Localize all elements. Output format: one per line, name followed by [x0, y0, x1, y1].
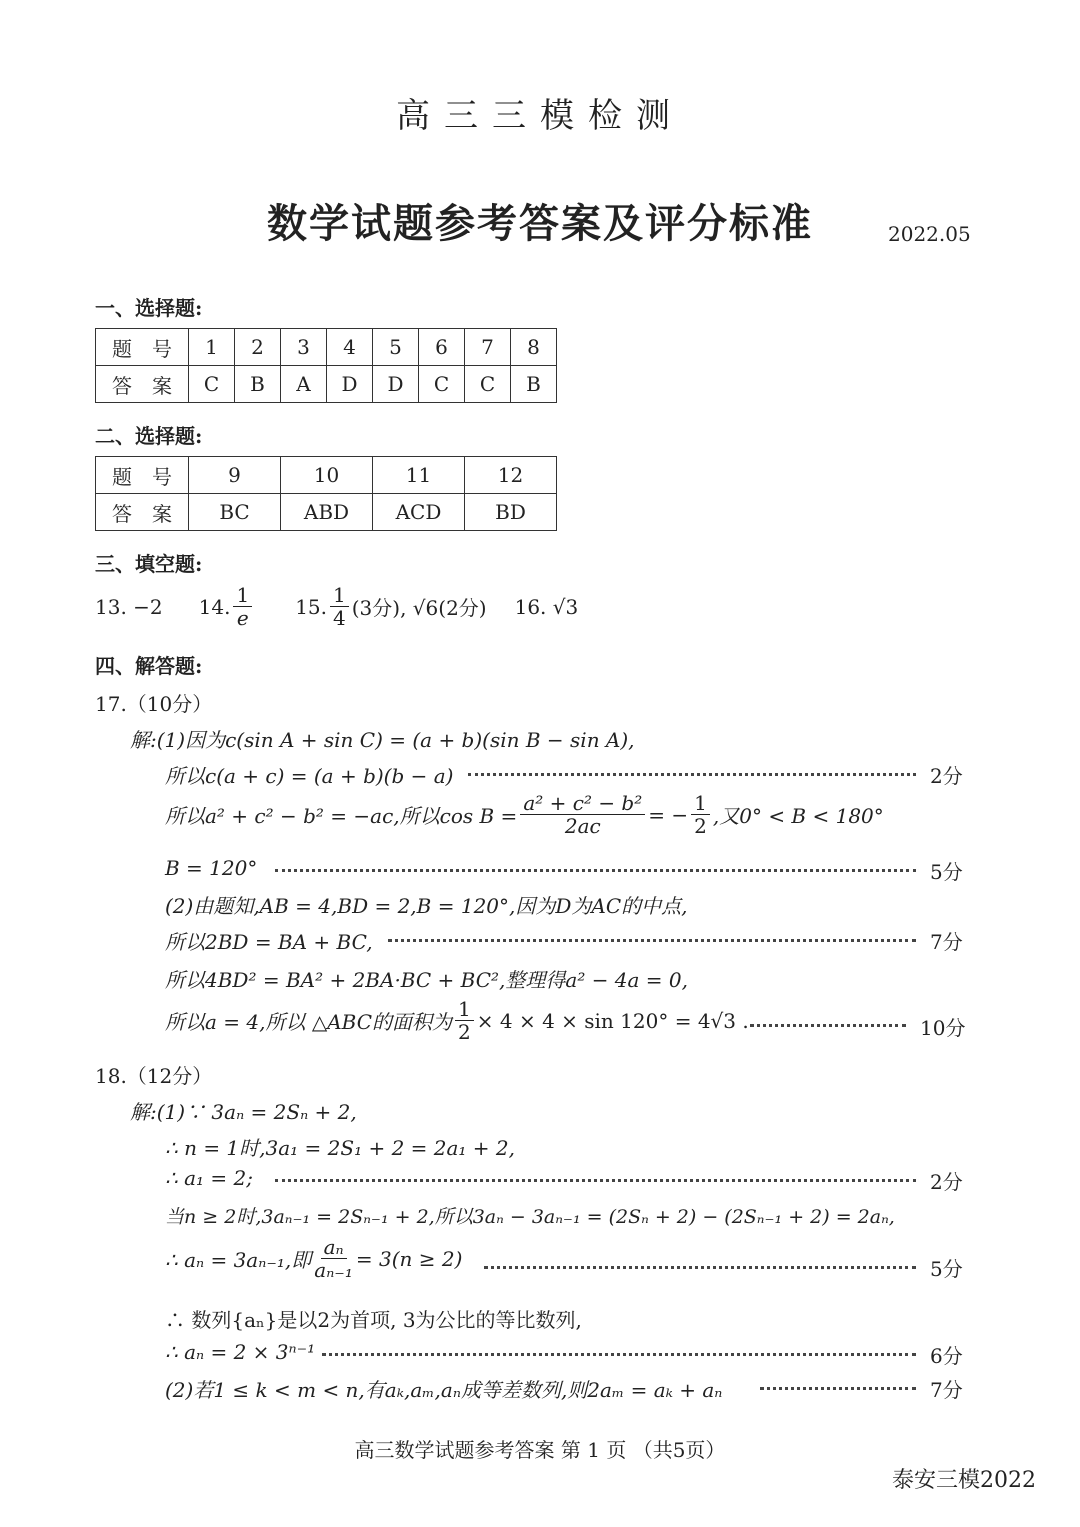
- table-cell: D: [373, 366, 419, 403]
- answer-13: 13. −2: [95, 594, 163, 619]
- q17-area-line: [165, 998, 749, 1043]
- answer-14-fraction: [233, 584, 252, 629]
- table-cell: 12: [465, 457, 557, 494]
- score: 6分: [930, 1344, 963, 1368]
- q17-text: ,又0° < B < 180°: [712, 804, 884, 828]
- table-cell: 6: [419, 329, 465, 366]
- table-cell: 7: [465, 329, 511, 366]
- fraction-numerator: aₙ: [321, 1236, 347, 1259]
- score: 2分: [930, 764, 963, 788]
- fraction-numerator: a² + c² − b²: [520, 792, 645, 815]
- section-1-heading: 一、选择题:: [95, 296, 203, 320]
- section-2-heading: 二、选择题:: [95, 424, 203, 448]
- q17-line: 所以c(a + c) = (a + b)(b − a): [165, 764, 454, 788]
- table-row: [96, 494, 557, 531]
- answer-16: 16. √3: [514, 594, 579, 619]
- document-title: 数学试题参考答案及评分标准: [267, 200, 813, 247]
- watermark: 泰安三模2022: [892, 1468, 1036, 1493]
- table-cell: 8: [511, 329, 557, 366]
- table-cell: C: [189, 366, 235, 403]
- table-cell: 5: [373, 329, 419, 366]
- q18-line: ∴ n = 1时,3a₁ = 2S₁ + 2 = 2a₁ + 2,: [165, 1136, 515, 1160]
- score: 2分: [930, 1170, 963, 1194]
- score: 5分: [930, 1257, 963, 1281]
- table-cell: ABD: [281, 494, 373, 531]
- q18-line: ∴ a₁ = 2;: [165, 1166, 253, 1190]
- fraction: [520, 792, 645, 837]
- score: 10分: [920, 1016, 966, 1040]
- q18-line: ∴ aₙ = 2 × 3ⁿ⁻¹: [165, 1340, 316, 1364]
- score: 7分: [930, 1378, 963, 1402]
- dot-leader: [484, 1266, 916, 1269]
- fraction-numerator: 1: [691, 792, 710, 815]
- table-cell: 4: [327, 329, 373, 366]
- answer-14-label: 14.: [198, 594, 231, 619]
- q17-line: 所以4BD² = BA² + 2BA·BC + BC²,整理得a² − 4a = 0,: [165, 968, 689, 992]
- q18-text: = 3(n ≥ 2): [355, 1246, 463, 1271]
- q18-line: 当n ≥ 2时,3aₙ₋₁ = 2Sₙ₋₁ + 2,所以3aₙ − 3aₙ₋₁ = (2Sₙ + 2) − (2Sₙ₋₁ + 2) = 2aₙ,: [165, 1206, 895, 1228]
- fill-in-answers: [95, 584, 578, 629]
- q17-text: = −: [648, 802, 689, 827]
- table-cell: 10: [281, 457, 373, 494]
- answer-15-label: 15.: [295, 594, 328, 619]
- table-cell: BD: [465, 494, 557, 531]
- q18-line: 解:(1)∵ 3aₙ = 2Sₙ + 2,: [130, 1100, 357, 1124]
- fraction-denominator: aₙ₋₁: [314, 1258, 353, 1282]
- table-cell: 答 案: [96, 494, 189, 531]
- q18-line: ∴ 数列{aₙ}是以2为首项, 3为公比的等比数列,: [165, 1308, 582, 1332]
- answer-15-rest: (3分), √6(2分): [351, 596, 487, 620]
- q17-line: 解:(1)因为c(sin A + sin C) = (a + b)(sin B − sin A),: [130, 728, 635, 752]
- fraction-denominator: 2: [458, 1020, 471, 1044]
- table-cell: 9: [189, 457, 281, 494]
- dot-leader: [760, 1387, 916, 1390]
- section-3-heading: 三、填空题:: [95, 552, 203, 576]
- table-cell: 11: [373, 457, 465, 494]
- q17-line: 所以2BD = BA + BC,: [165, 930, 373, 954]
- q18-line: (2)若1 ≤ k < m < n,有aₖ,aₘ,aₙ成等差数列,则2aₘ = aₖ + aₙ: [165, 1378, 723, 1402]
- q18-text: ∴ aₙ = 3aₙ₋₁,即: [165, 1248, 312, 1272]
- header-title: 高三三模检测: [396, 96, 684, 136]
- q17-text: × 4 × 4 × sin 120° = 4√3 .: [476, 1008, 749, 1033]
- q17-cosine-line: [165, 792, 884, 837]
- fraction-denominator: 4: [333, 606, 346, 630]
- fraction-denominator: 2ac: [564, 814, 601, 838]
- page-footer: 高三数学试题参考答案 第 1 页 （共5页）: [354, 1438, 726, 1462]
- table-cell: 3: [281, 329, 327, 366]
- score: 5分: [930, 860, 963, 884]
- dot-leader: [468, 773, 916, 776]
- table-cell: 2: [235, 329, 281, 366]
- answer-table-2: [95, 456, 557, 531]
- table-row: [96, 457, 557, 494]
- q18-ratio-line: [165, 1236, 462, 1281]
- table-cell: BC: [189, 494, 281, 531]
- table-cell: ACD: [373, 494, 465, 531]
- table-cell: C: [419, 366, 465, 403]
- answer-table-1: [95, 328, 557, 403]
- score: 7分: [930, 930, 963, 954]
- q17-line: B = 120°: [165, 856, 258, 880]
- section-4-heading: 四、解答题:: [95, 654, 203, 678]
- q17-text: 所以a = 4,所以 △ABC的面积为: [165, 1010, 453, 1034]
- q17-text: 所以a² + c² − b² = −ac,所以cos B =: [165, 804, 518, 828]
- table-cell: C: [465, 366, 511, 403]
- dot-leader: [750, 1024, 906, 1027]
- table-cell: D: [327, 366, 373, 403]
- date: 2022.05: [888, 222, 971, 246]
- fraction: [314, 1236, 353, 1281]
- q17-header: 17.（10分）: [95, 692, 213, 716]
- fraction-denominator: e: [236, 606, 249, 630]
- dot-leader: [388, 939, 916, 942]
- table-cell: 1: [189, 329, 235, 366]
- table-row: [96, 329, 557, 366]
- table-cell: B: [235, 366, 281, 403]
- fraction: [691, 792, 710, 837]
- q18-header: 18.（12分）: [95, 1064, 213, 1088]
- table-cell: 题 号: [96, 329, 189, 366]
- dot-leader: [322, 1353, 916, 1356]
- fraction-numerator: 1: [233, 584, 252, 607]
- table-cell: 题 号: [96, 457, 189, 494]
- table-cell: A: [281, 366, 327, 403]
- dot-leader: [275, 1179, 916, 1182]
- fraction: [455, 998, 474, 1043]
- dot-leader: [275, 869, 916, 872]
- table-row: [96, 366, 557, 403]
- q17-line: (2)由题知,AB = 4,BD = 2,B = 120°,因为D为AC的中点,: [165, 894, 688, 918]
- table-cell: B: [511, 366, 557, 403]
- table-cell: 答 案: [96, 366, 189, 403]
- fraction-numerator: 1: [330, 584, 349, 607]
- answer-15-fraction: [330, 584, 349, 629]
- fraction-numerator: 1: [455, 998, 474, 1021]
- fraction-denominator: 2: [694, 814, 707, 838]
